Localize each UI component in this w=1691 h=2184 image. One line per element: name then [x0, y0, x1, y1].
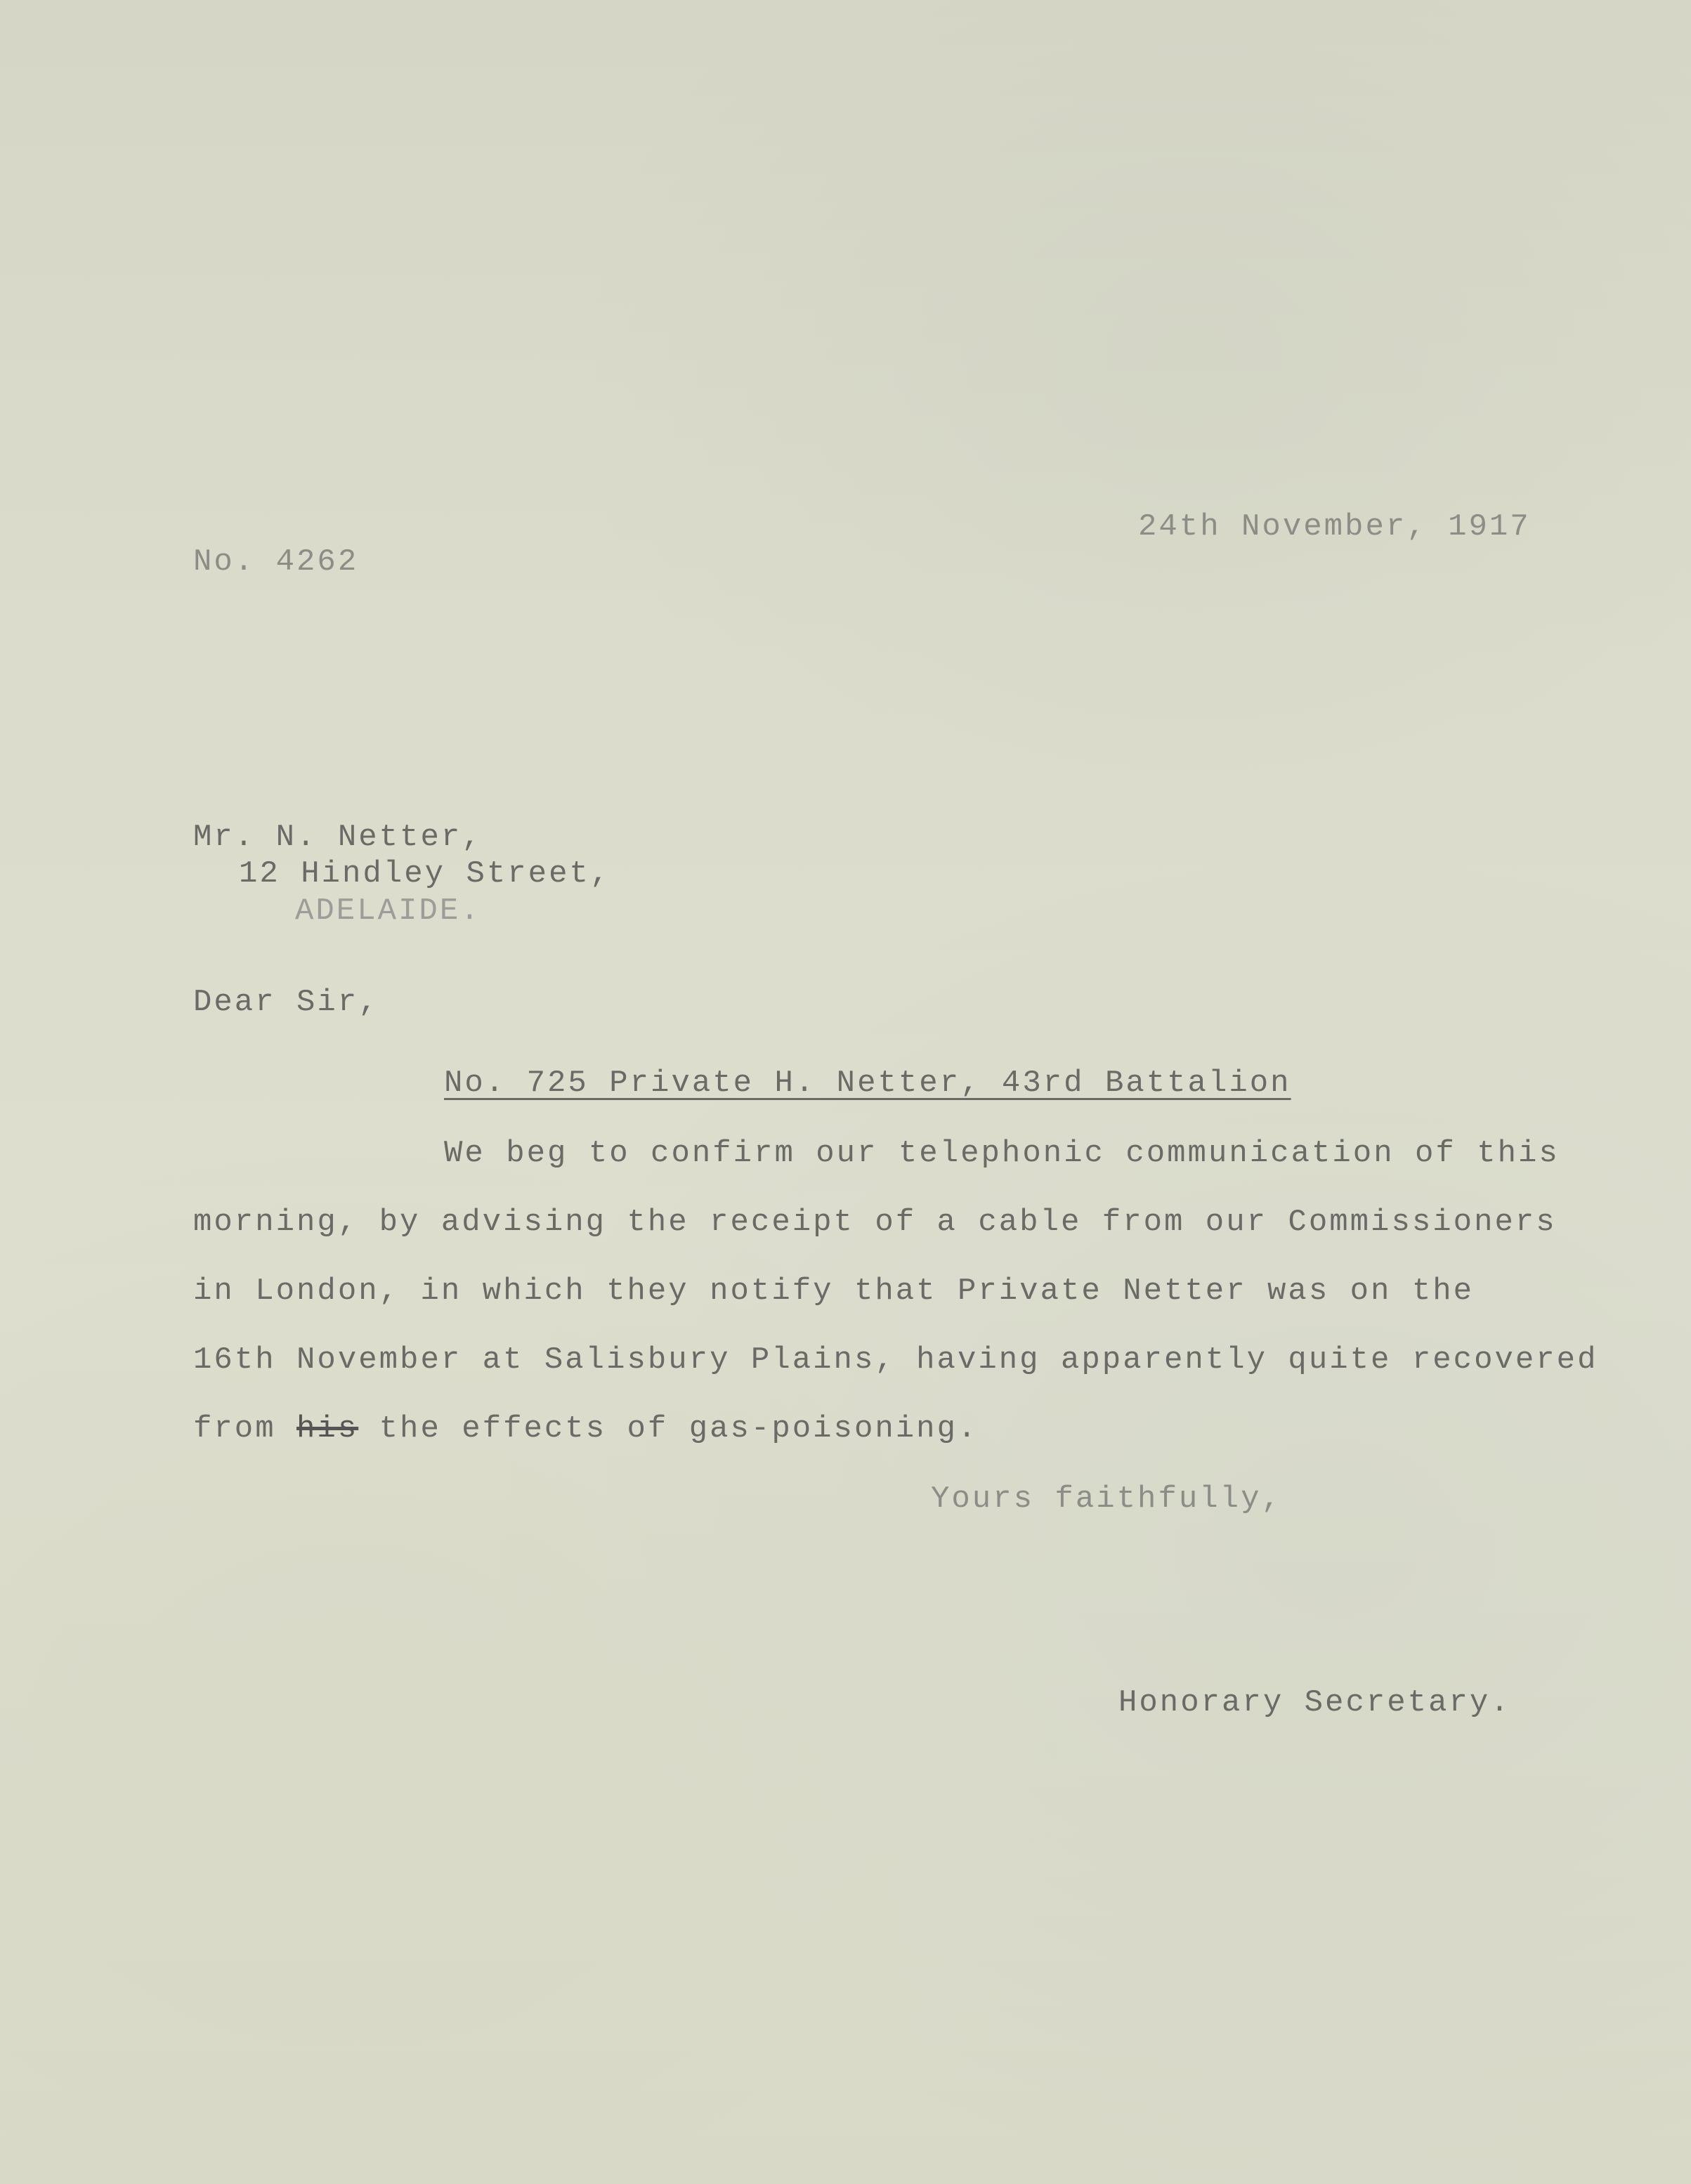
closing: Yours faithfully, [931, 1482, 1282, 1517]
body-line-last [193, 1413, 978, 1444]
recipient-street: 12 Hindley Street, [239, 856, 611, 891]
body-line: 16th November at Salisbury Plains, having apparently quite recovered [193, 1342, 1598, 1378]
struck-out-word: his [296, 1411, 359, 1446]
reference-number: No. 4262 [193, 544, 359, 580]
body-line: morning, by advising the receipt of a cable from our Commissioners [193, 1205, 1557, 1240]
letter-date: 24th November, 1917 [1138, 509, 1531, 544]
signatory-title: Honorary Secretary. [1118, 1685, 1511, 1720]
body-line: We beg to confirm our telephonic communication of this [444, 1136, 1560, 1171]
recipient-name: Mr. N. Netter, [193, 820, 483, 855]
body-text: the effects of gas-poisoning. [358, 1411, 979, 1446]
body-text: from [193, 1411, 297, 1446]
subject-line: No. 725 Private H. Netter, 43rd Battalion [444, 1066, 1291, 1101]
recipient-city: ADELAIDE. [295, 894, 481, 929]
salutation: Dear Sir, [193, 985, 379, 1020]
body-line: in London, in which they notify that Private Netter was on the [193, 1274, 1475, 1309]
